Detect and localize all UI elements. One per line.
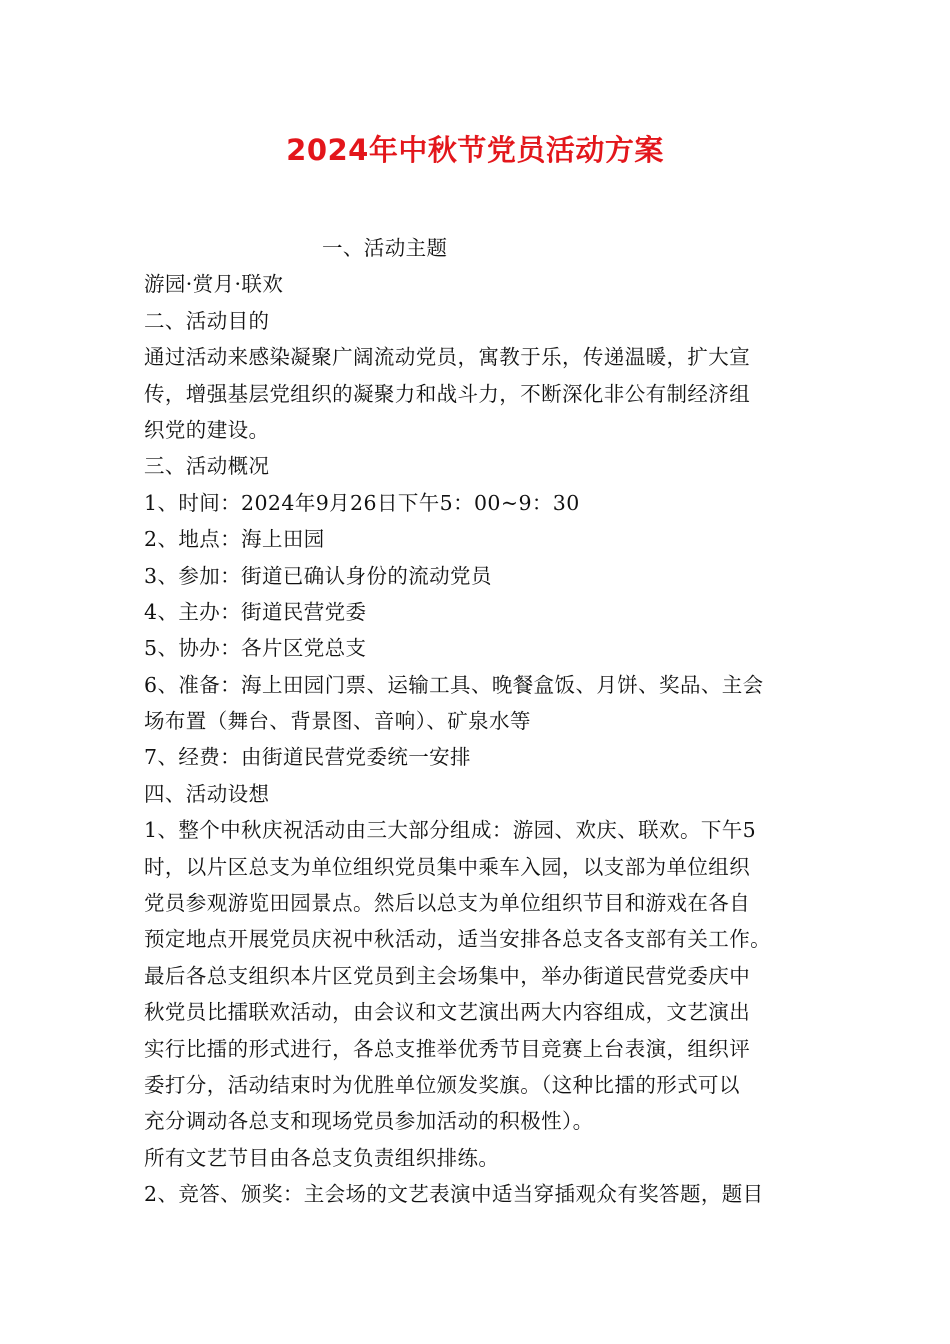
purpose-text-line-2: 传，增强基层党组织的凝聚力和战斗力，不断深化非公有制经济组	[144, 381, 751, 406]
overview-participants: 3、参加：街道已确认身份的流动党员	[144, 563, 492, 588]
section-heading-purpose: 二、活动目的	[144, 308, 270, 333]
overview-preparation-line-2: 场布置（舞台、背景图、音响）、矿泉水等	[144, 709, 531, 734]
document-title: 2024年中秋节党员活动方案	[286, 133, 664, 167]
section-heading-theme: 一、活动主题	[322, 236, 448, 260]
plan-text-line-4: 预定地点开展党员庆祝中秋活动，适当安排各总支各支部有关工作。	[144, 927, 771, 952]
section-heading-overview: 三、活动概况	[144, 454, 270, 479]
overview-time: 1、时间：2024年9月26日下午5：00~9：30	[144, 490, 580, 515]
plan-text-line-3: 党员参观游览田园景点。然后以总支为单位组织节目和游戏在各自	[144, 891, 751, 916]
plan-text-line-11: 2、竞答、颁奖：主会场的文艺表演中适当穿插观众有奖答题，题目	[144, 1182, 764, 1207]
overview-host: 4、主办：街道民营党委	[144, 599, 367, 624]
plan-text-line-1: 1、整个中秋庆祝活动由三大部分组成：游园、欢庆、联欢。下午5	[144, 818, 757, 843]
overview-preparation-line-1: 6、准备：海上田园门票、运输工具、晚餐盒饭、月饼、奖品、主会	[144, 672, 764, 697]
theme-text: 游园·赏月·联欢	[144, 272, 284, 297]
purpose-text-line-1: 通过活动来感染凝聚广阔流动党员，寓教于乐，传递温暖，扩大宣	[144, 345, 751, 370]
plan-text-line-2: 时，以片区总支为单位组织党员集中乘车入园，以支部为单位组织	[144, 854, 751, 879]
overview-funding: 7、经费：由街道民营党委统一安排	[144, 745, 471, 770]
purpose-text-line-3: 织党的建设。	[144, 417, 270, 442]
plan-text-line-5: 最后各总支组织本片区党员到主会场集中，举办街道民营党委庆中	[144, 963, 751, 988]
overview-co-host: 5、协办：各片区党总支	[144, 636, 367, 661]
overview-location: 2、地点：海上田园	[144, 527, 325, 552]
document-body	[144, 230, 814, 1213]
plan-text-line-7: 实行比擂的形式进行，各总支推举优秀节目竞赛上台表演，组织评	[144, 1036, 751, 1061]
plan-text-line-8: 委打分，活动结束时为优胜单位颁发奖旗。（这种比擂的形式可以	[144, 1072, 740, 1097]
plan-text-line-10: 所有文艺节目由各总支负责组织排练。	[144, 1145, 500, 1170]
plan-text-line-9: 充分调动各总支和现场党员参加活动的积极性）。	[144, 1109, 594, 1134]
section-heading-plan: 四、活动设想	[144, 781, 270, 806]
plan-text-line-6: 秋党员比擂联欢活动，由会议和文艺演出两大内容组成，文艺演出	[144, 1000, 751, 1025]
